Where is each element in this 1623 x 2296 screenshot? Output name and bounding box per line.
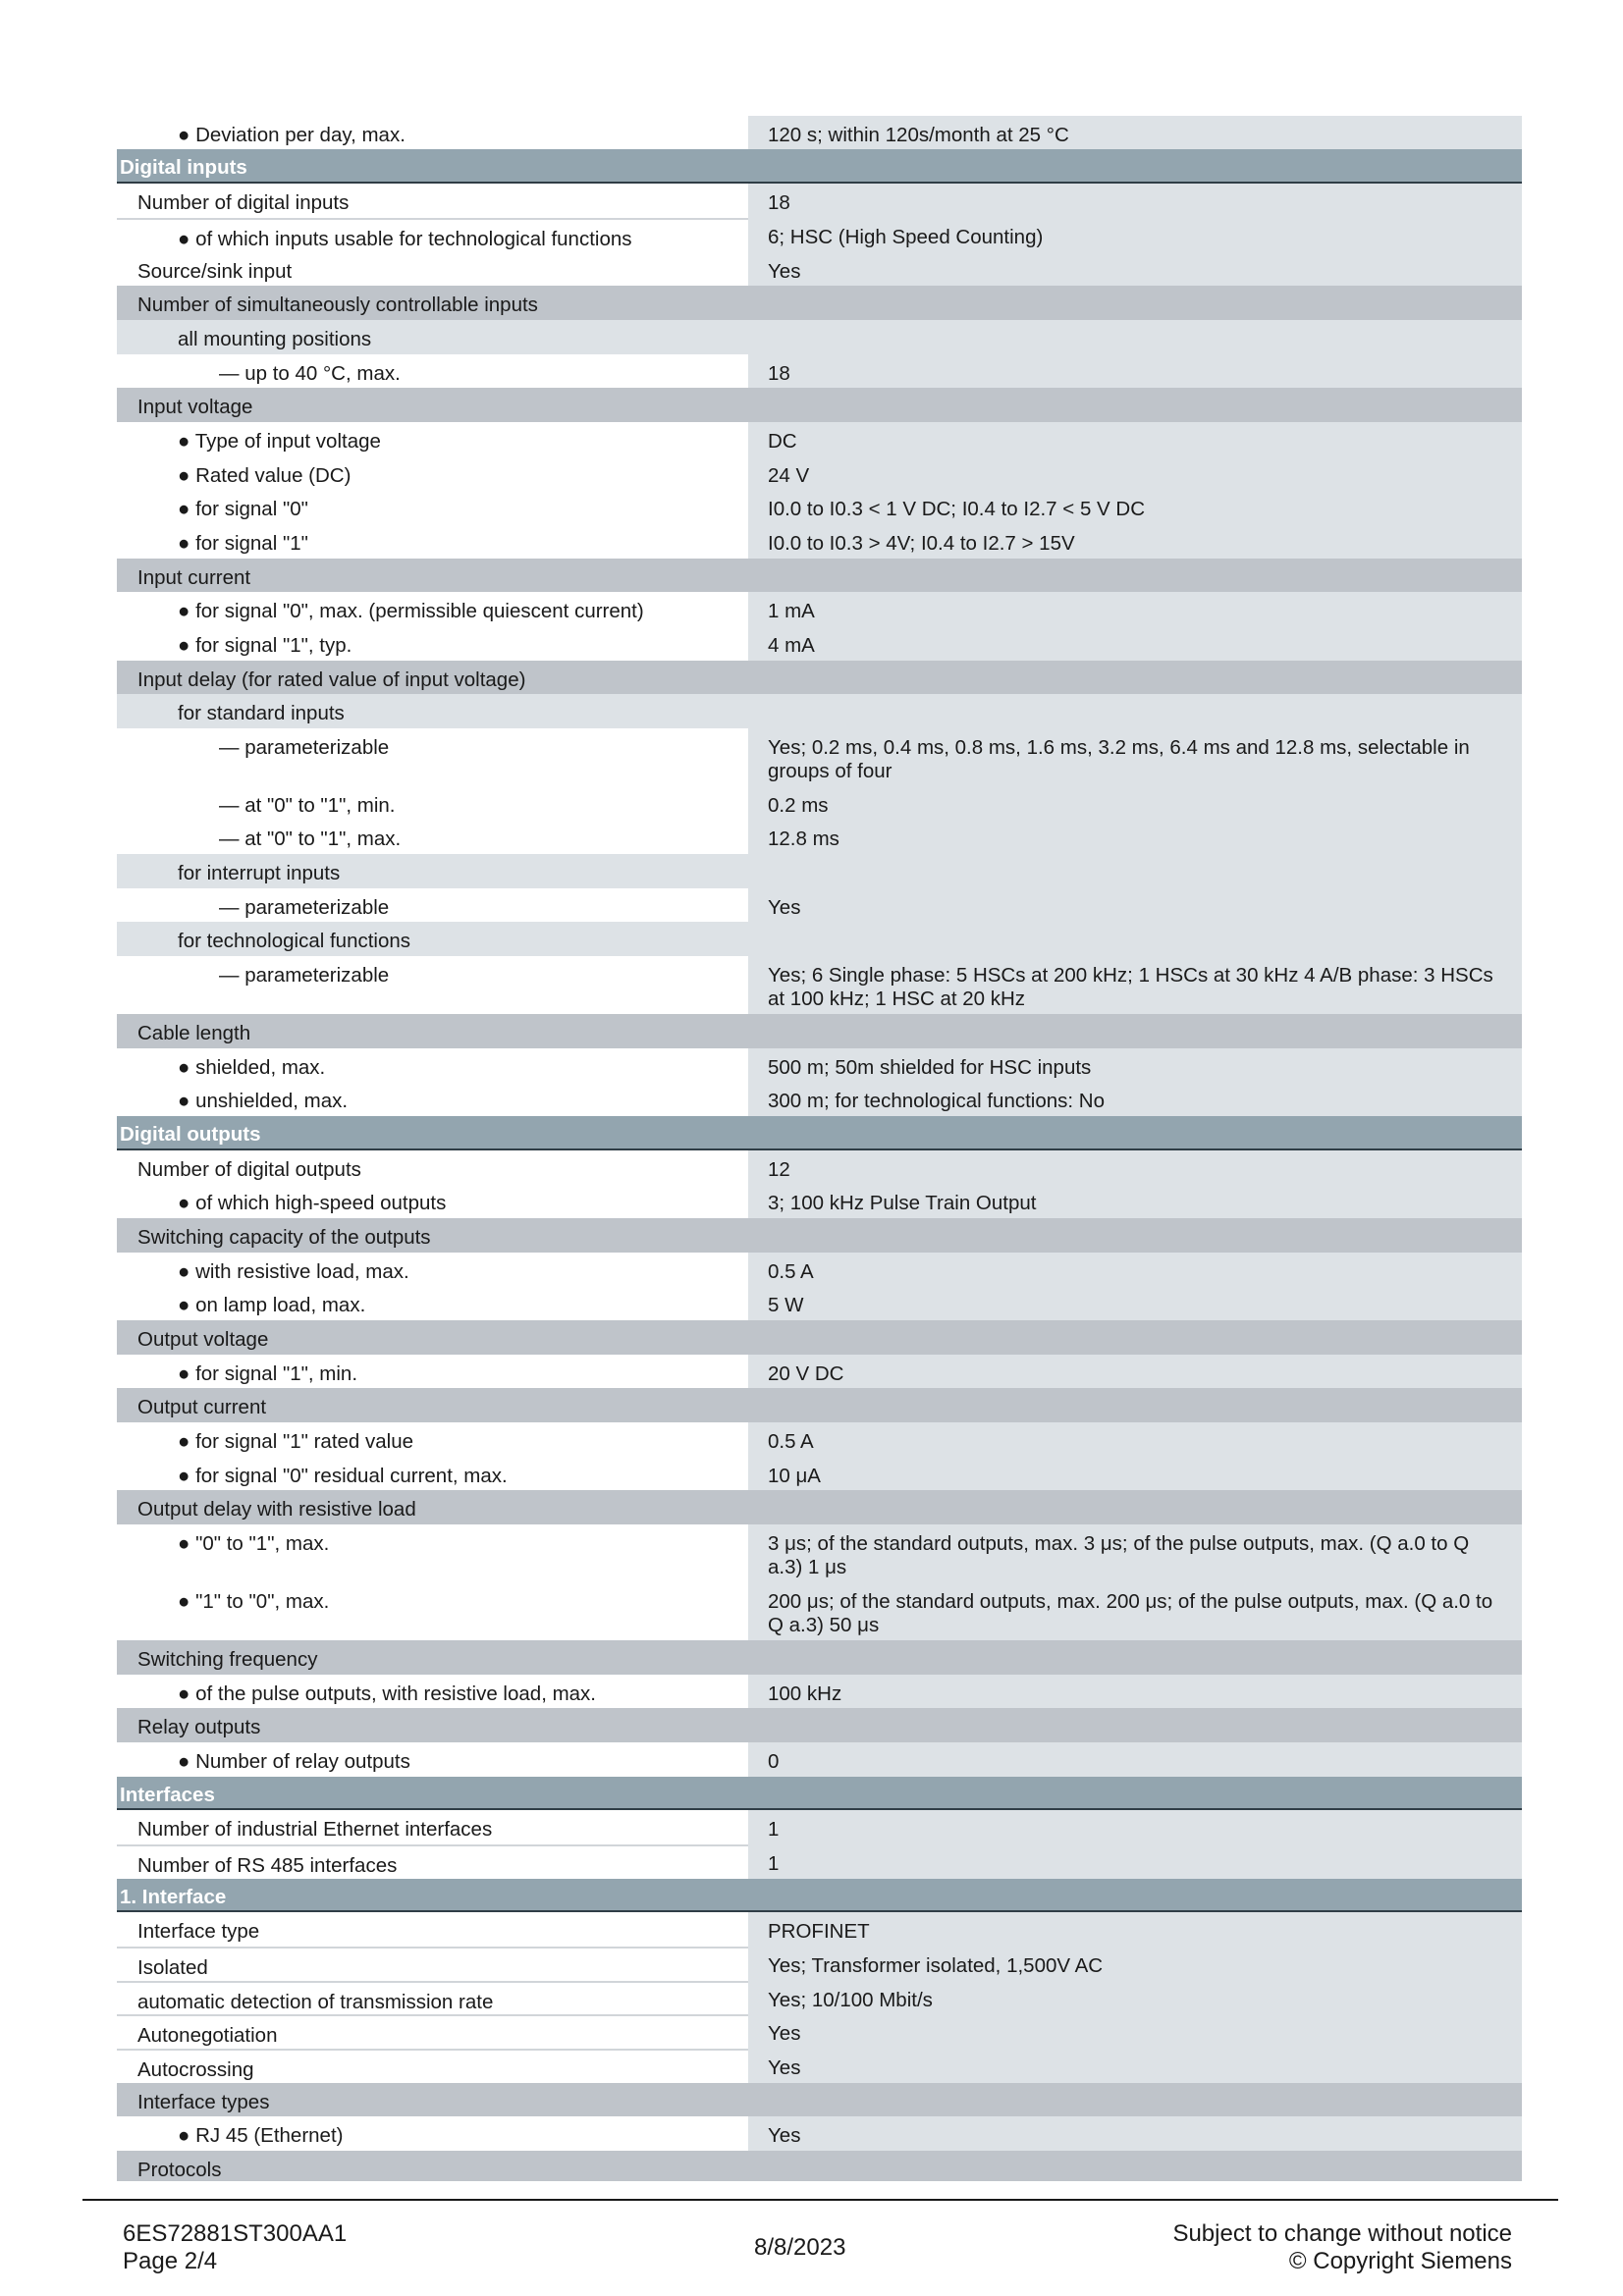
spec-value: 12 [748, 1150, 1522, 1184]
spec-row [117, 1286, 1522, 1320]
spec-value [748, 2151, 1522, 2181]
spec-value [748, 1490, 1522, 1524]
spec-label: for interrupt inputs [117, 854, 748, 888]
spec-value: 18 [748, 354, 1522, 388]
spec-label: ● of which inputs usable for technological functions [117, 218, 748, 252]
spec-label: ● for signal "1", min. [178, 1362, 358, 1385]
spec-group-row [117, 1490, 1522, 1524]
spec-value: 0.2 ms [748, 786, 1522, 820]
spec-label: ● for signal "1", typ. [178, 634, 352, 657]
spec-row [117, 1742, 1522, 1777]
spec-label: ● Deviation per day, max. [178, 124, 406, 146]
spec-value: 1 [748, 1810, 1522, 1844]
spec-value: 1 [748, 1844, 1522, 1879]
spec-value: 120 s; within 120s/month at 25 °C [748, 116, 1522, 149]
spec-group-row [117, 1388, 1522, 1422]
spec-value: 300 m; for technological functions: No [748, 1082, 1522, 1116]
spec-row [117, 1675, 1522, 1708]
spec-row [117, 1912, 1522, 1947]
spec-row [117, 1048, 1522, 1082]
spec-row [117, 1253, 1522, 1286]
spec-group-row [117, 2083, 1522, 2116]
spec-value: Yes [748, 2116, 1522, 2151]
spec-value [748, 694, 1522, 728]
spec-table [117, 116, 1522, 2181]
spec-row [117, 820, 1522, 854]
spec-value: 3 μs; of the standard outputs, max. 3 μs; of the pulse outputs, max. (Q a.0 to Q a.3) 1 μs [748, 1524, 1522, 1582]
spec-label: ● "0" to "1", max. [178, 1532, 330, 1555]
spec-row [117, 456, 1522, 490]
spec-value [748, 1708, 1522, 1742]
spec-label: automatic detection of transmission rate [117, 1981, 748, 2014]
spec-value: DC [748, 422, 1522, 456]
spec-value [748, 922, 1522, 956]
spec-value: 0.5 A [748, 1253, 1522, 1286]
spec-value [748, 320, 1522, 354]
spec-row [117, 1582, 1522, 1640]
copyright-notice: © Copyright Siemens [1288, 2248, 1512, 2274]
spec-label: Switching capacity of the outputs [117, 1218, 748, 1253]
spec-row [117, 184, 1522, 218]
spec-row [117, 592, 1522, 626]
spec-label: ● of which high-speed outputs [178, 1192, 447, 1214]
spec-label: ● for signal "1" [178, 532, 308, 555]
footer-left [123, 2220, 347, 2275]
spec-value: 3; 100 kHz Pulse Train Output [748, 1184, 1522, 1218]
spec-row [117, 1355, 1522, 1388]
spec-value: 200 μs; of the standard outputs, max. 200 μs; of the pulse outputs, max. (Q a.0 to Q a.3) 50 μs [748, 1582, 1522, 1640]
spec-value [748, 661, 1522, 694]
spec-value: 4 mA [748, 626, 1522, 661]
footer-right [1172, 2220, 1512, 2275]
spec-label: Cable length [117, 1014, 748, 1048]
spec-label: — parameterizable [219, 896, 390, 919]
spec-value [748, 1014, 1522, 1048]
spec-value: 0 [748, 1742, 1522, 1777]
spec-group-row [117, 661, 1522, 694]
spec-row [117, 1524, 1522, 1582]
spec-label: ● "1" to "0", max. [178, 1590, 330, 1613]
article-number: 6ES72881ST300AA1 [123, 2220, 348, 2247]
spec-row [117, 2049, 1522, 2083]
spec-value [748, 1320, 1522, 1355]
spec-value [748, 854, 1522, 888]
spec-label: Input voltage [117, 388, 748, 422]
spec-row [117, 956, 1522, 1014]
spec-label: ● for signal "0", max. (permissible quiescent current) [178, 600, 644, 622]
spec-label: Autocrossing [117, 2049, 748, 2083]
spec-row [117, 252, 1522, 286]
spec-label: Input current [117, 559, 748, 592]
spec-label: Output delay with resistive load [117, 1490, 748, 1524]
spec-value: 12.8 ms [748, 820, 1522, 854]
spec-row [117, 2116, 1522, 2151]
spec-label: — up to 40 °C, max. [219, 362, 401, 385]
spec-group-row [117, 854, 1522, 888]
spec-label: Output current [117, 1388, 748, 1422]
spec-label: all mounting positions [117, 320, 748, 354]
spec-row [117, 1422, 1522, 1457]
spec-label: ● on lamp load, max. [178, 1294, 366, 1316]
spec-row [117, 1457, 1522, 1490]
spec-row [117, 354, 1522, 388]
spec-label: — parameterizable [219, 736, 390, 759]
spec-value: Yes [748, 888, 1522, 922]
spec-value: Yes; 6 Single phase: 5 HSCs at 200 kHz; 1 HSCs at 30 kHz 4 A/B phase: 3 HSCs at 100 kHz; 1 HSC at 20 kHz [748, 956, 1522, 1014]
spec-group-row [117, 1320, 1522, 1355]
spec-row [117, 1150, 1522, 1184]
spec-value: Yes [748, 252, 1522, 286]
change-notice: Subject to change without notice [1172, 2220, 1512, 2247]
spec-value: Yes [748, 2049, 1522, 2083]
spec-value: 6; HSC (High Speed Counting) [748, 218, 1522, 252]
section-header: Digital outputs [117, 1116, 1522, 1150]
spec-value: 1 mA [748, 592, 1522, 626]
spec-label: — at "0" to "1", max. [219, 828, 402, 850]
footer-divider [82, 2199, 1558, 2201]
spec-row [117, 524, 1522, 559]
spec-label: ● RJ 45 (Ethernet) [178, 2124, 344, 2147]
spec-value: 5 W [748, 1286, 1522, 1320]
spec-value: Yes; 10/100 Mbit/s [748, 1981, 1522, 2014]
spec-row [117, 626, 1522, 661]
spec-value: 500 m; 50m shielded for HSC inputs [748, 1048, 1522, 1082]
spec-label: ● of the pulse outputs, with resistive load, max. [178, 1682, 597, 1705]
spec-row [117, 116, 1522, 149]
spec-label: ● Type of input voltage [178, 430, 381, 453]
spec-row [117, 1082, 1522, 1116]
spec-group-row [117, 694, 1522, 728]
spec-value [748, 1640, 1522, 1675]
spec-label: Number of digital inputs [137, 191, 350, 214]
section-header: 1. Interface [117, 1879, 1522, 1912]
spec-value [748, 388, 1522, 422]
section-header: Digital inputs [117, 149, 1522, 184]
spec-label: Protocols [117, 2151, 748, 2181]
spec-row [117, 422, 1522, 456]
spec-value: 10 μA [748, 1457, 1522, 1490]
spec-label: Interface types [117, 2083, 748, 2116]
spec-label: Isolated [117, 1947, 748, 1981]
spec-label: ● Rated value (DC) [178, 464, 352, 487]
spec-row [117, 490, 1522, 524]
spec-label: Autonegotiation [117, 2014, 748, 2049]
spec-row [117, 1810, 1522, 1844]
section-header: Interfaces [117, 1777, 1522, 1810]
footer-date: 8/8/2023 [754, 2234, 846, 2261]
spec-label: — at "0" to "1", min. [219, 794, 396, 817]
spec-value: 24 V [748, 456, 1522, 490]
spec-row [117, 888, 1522, 922]
spec-group-row [117, 559, 1522, 592]
spec-label: Relay outputs [117, 1708, 748, 1742]
spec-row [117, 1184, 1522, 1218]
spec-value: 20 V DC [748, 1355, 1522, 1388]
spec-value: I0.0 to I0.3 > 4V; I0.4 to I2.7 > 15V [748, 524, 1522, 559]
spec-value [748, 1218, 1522, 1253]
spec-label: Interface type [137, 1920, 260, 1943]
spec-value: Yes; Transformer isolated, 1,500V AC [748, 1947, 1522, 1981]
spec-label: Input delay (for rated value of input voltage) [117, 661, 748, 694]
spec-value: 18 [748, 184, 1522, 218]
spec-label: Number of simultaneously controllable inputs [117, 286, 748, 320]
spec-value [748, 1388, 1522, 1422]
spec-label: for technological functions [117, 922, 748, 956]
spec-value [748, 2083, 1522, 2116]
spec-label: Switching frequency [117, 1640, 748, 1675]
spec-row [117, 786, 1522, 820]
spec-label: Number of RS 485 interfaces [117, 1844, 748, 1879]
spec-label: ● Number of relay outputs [178, 1750, 410, 1773]
spec-row [117, 1844, 1522, 1879]
spec-group-row [117, 2151, 1522, 2181]
spec-label: Source/sink input [137, 260, 293, 283]
spec-value: I0.0 to I0.3 < 1 V DC; I0.4 to I2.7 < 5 V DC [748, 490, 1522, 524]
spec-value: Yes; 0.2 ms, 0.4 ms, 0.8 ms, 1.6 ms, 3.2 ms, 6.4 ms and 12.8 ms, selectable in groups of four [748, 728, 1522, 786]
spec-value: 0.5 A [748, 1422, 1522, 1457]
spec-label: Number of digital outputs [137, 1158, 361, 1181]
spec-group-row [117, 922, 1522, 956]
spec-value: PROFINET [748, 1912, 1522, 1947]
spec-row [117, 1947, 1522, 1981]
spec-label: ● for signal "0" residual current, max. [178, 1465, 508, 1487]
spec-group-row [117, 320, 1522, 354]
spec-label: Number of industrial Ethernet interfaces [137, 1818, 493, 1841]
spec-row [117, 218, 1522, 252]
spec-row [117, 1981, 1522, 2014]
page-number: Page 2/4 [123, 2248, 218, 2274]
spec-label: ● for signal "1" rated value [178, 1430, 414, 1453]
spec-value [748, 286, 1522, 320]
spec-group-row [117, 1640, 1522, 1675]
spec-group-row [117, 1708, 1522, 1742]
spec-group-row [117, 1218, 1522, 1253]
spec-label: ● with resistive load, max. [178, 1260, 409, 1283]
spec-label: ● for signal "0" [178, 498, 308, 520]
spec-group-row [117, 388, 1522, 422]
spec-label: ● shielded, max. [178, 1056, 326, 1079]
spec-label: Output voltage [117, 1320, 748, 1355]
spec-row [117, 2014, 1522, 2049]
spec-group-row [117, 286, 1522, 320]
spec-value: 100 kHz [748, 1675, 1522, 1708]
spec-label: for standard inputs [117, 694, 748, 728]
spec-label: — parameterizable [219, 964, 390, 987]
spec-row [117, 728, 1522, 786]
spec-group-row [117, 1014, 1522, 1048]
spec-value [748, 559, 1522, 592]
spec-label: ● unshielded, max. [178, 1090, 349, 1112]
spec-value: Yes [748, 2014, 1522, 2049]
